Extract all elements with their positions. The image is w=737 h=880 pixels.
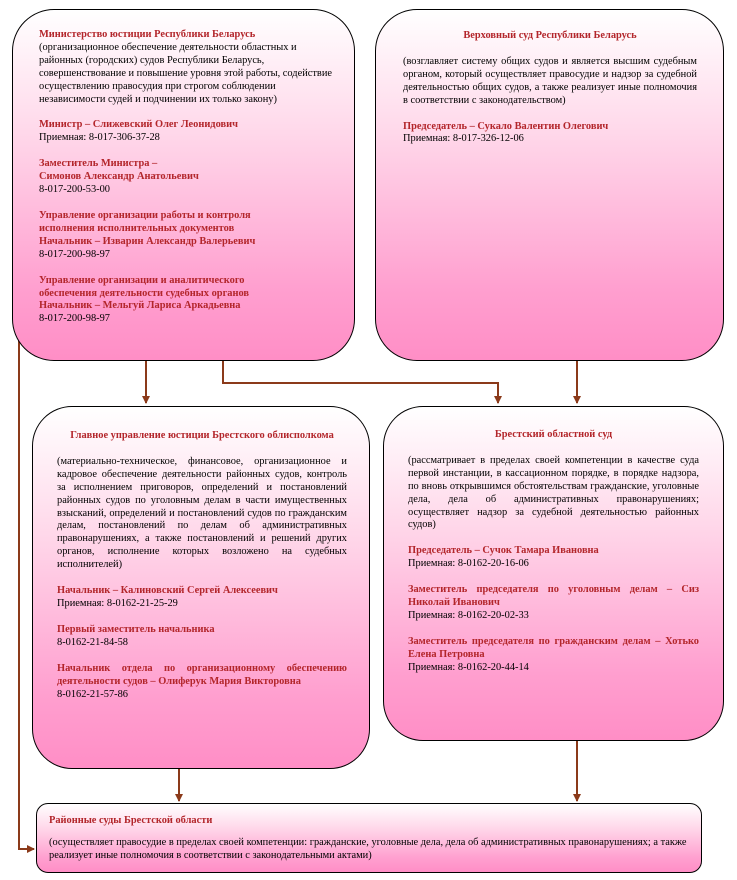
brest-justice-description: (материально-техническое, финансовое, организационное и кадровое обеспечение деятельности районных судов, контроль за исполнением приговоров, определений и постановлений районных судов по уголовным делам в части имущественных взысканий, определений и постановлений судов по гражданским делам, постановлений по делам об административных правонарушениях, а также постановлений и решений других органов, исполнение которых возложено на судебных исполнителей) bbox=[57, 455, 347, 571]
brest-justice-first-deputy-phone: 8-0162-21-84-58 bbox=[57, 636, 128, 648]
brest-justice-dept-label: Начальник отдела по организационному обеспечению деятельности судов – Олиферук Мария Викторовна bbox=[57, 662, 347, 687]
supreme-court-box bbox=[375, 9, 724, 361]
arrow-ministry-to-brest-court bbox=[223, 361, 498, 403]
dept1-title-line2: исполнения исполнительных документов bbox=[39, 222, 235, 234]
brest-court-title: Брестский областной суд bbox=[494, 429, 613, 440]
dept2-phone: 8-017-200-98-97 bbox=[39, 313, 110, 325]
ministry-title: Министерство юстиции Республики Беларусь bbox=[39, 29, 256, 40]
dept1-head: Начальник – Изварин Александр Валерьевич bbox=[39, 235, 256, 247]
brest-court-deputy1-label: Заместитель председателя по уголовным делам – Сиз Николай Иванович bbox=[408, 584, 699, 609]
dept2-head: Начальник – Мельгуй Лариса Аркадьевна bbox=[39, 300, 241, 312]
supreme-chair-label: Председатель – Сукало Валентин Олегович bbox=[403, 120, 609, 132]
minister-phone: Приемная: 8-017-306-37-28 bbox=[39, 132, 160, 144]
deputy-minister-label: Заместитель Министра – bbox=[39, 158, 158, 170]
brest-court-chair-label: Председатель – Сучок Тамара Ивановна bbox=[408, 545, 599, 557]
brest-court-deputy1-phone: Приемная: 8-0162-20-02-33 bbox=[408, 609, 529, 621]
brest-justice-dept-phone: 8-0162-21-57-86 bbox=[57, 688, 128, 700]
dept1-phone: 8-017-200-98-97 bbox=[39, 248, 110, 260]
dept2-title-line2: обеспечения деятельности судебных органов bbox=[39, 287, 250, 299]
brest-justice-head-label: Начальник – Калиновский Сергей Алексеевич bbox=[57, 585, 278, 597]
ministry-description: (организационное обеспечение деятельности областных и районных (городских) судов Республики Беларусь, совершенствование и повышение уровня этой работы, содействие осуществлению правосудия при строгом соблюдении независимости судей и подчинении их только закону) bbox=[39, 41, 332, 105]
district-courts-title: Районные суды Брестской области bbox=[49, 815, 213, 826]
deputy-minister-phone: 8-017-200-53-00 bbox=[39, 184, 110, 196]
deputy-minister-name: Симонов Александр Анатольевич bbox=[39, 171, 199, 183]
dept2-title-line1: Управление организации и аналитического bbox=[39, 274, 245, 286]
brest-court-chair-phone: Приемная: 8-0162-20-16-06 bbox=[408, 558, 529, 570]
dept1-title-line1: Управление организации работы и контроля bbox=[39, 209, 251, 221]
brest-court-box bbox=[383, 406, 724, 741]
brest-justice-box bbox=[32, 406, 370, 769]
district-courts-description: (осуществляет правосудие в пределах своей компетенции: гражданские, уголовные дела, дела об административных правонарушениях; а также реализует иные полномочия в соответствии с законодательными актами) bbox=[49, 836, 687, 861]
supreme-chair-phone: Приемная: 8-017-326-12-06 bbox=[403, 133, 524, 145]
district-courts-box bbox=[36, 803, 702, 873]
supreme-court-title: Верховный суд Республики Беларусь bbox=[463, 30, 637, 41]
brest-justice-title: Главное управление юстиции Брестского облисполкома bbox=[70, 430, 334, 441]
brest-court-deputy2-phone: Приемная: 8-0162-20-44-14 bbox=[408, 661, 529, 673]
minister-label: Министр – Слижевский Олег Леонидович bbox=[39, 119, 238, 131]
brest-justice-head-phone: Приемная: 8-0162-21-25-29 bbox=[57, 597, 178, 609]
ministry-box bbox=[12, 9, 355, 361]
brest-court-description: (рассматривает в пределах своей компетенции в качестве суда первой инстанции, в кассационном порядке, в порядке надзора, по вновь открывшимся обстоятельствам гражданские, уголовные дела, дела об административных правонарушениях; осуществляет надзор за судебной деятельностью районных судов) bbox=[408, 454, 699, 531]
supreme-court-description: (возглавляет систему общих судов и является высшим судебным органом, который осуществляет правосудие и надзор за судебной деятельностью общих судов, а также реализует иные полномочия в соответствии с законодательством) bbox=[403, 55, 697, 106]
brest-justice-first-deputy-label: Первый заместитель начальника bbox=[57, 623, 215, 635]
brest-court-deputy2-label: Заместитель председателя по гражданским делам – Хотько Елена Петровна bbox=[408, 635, 699, 660]
